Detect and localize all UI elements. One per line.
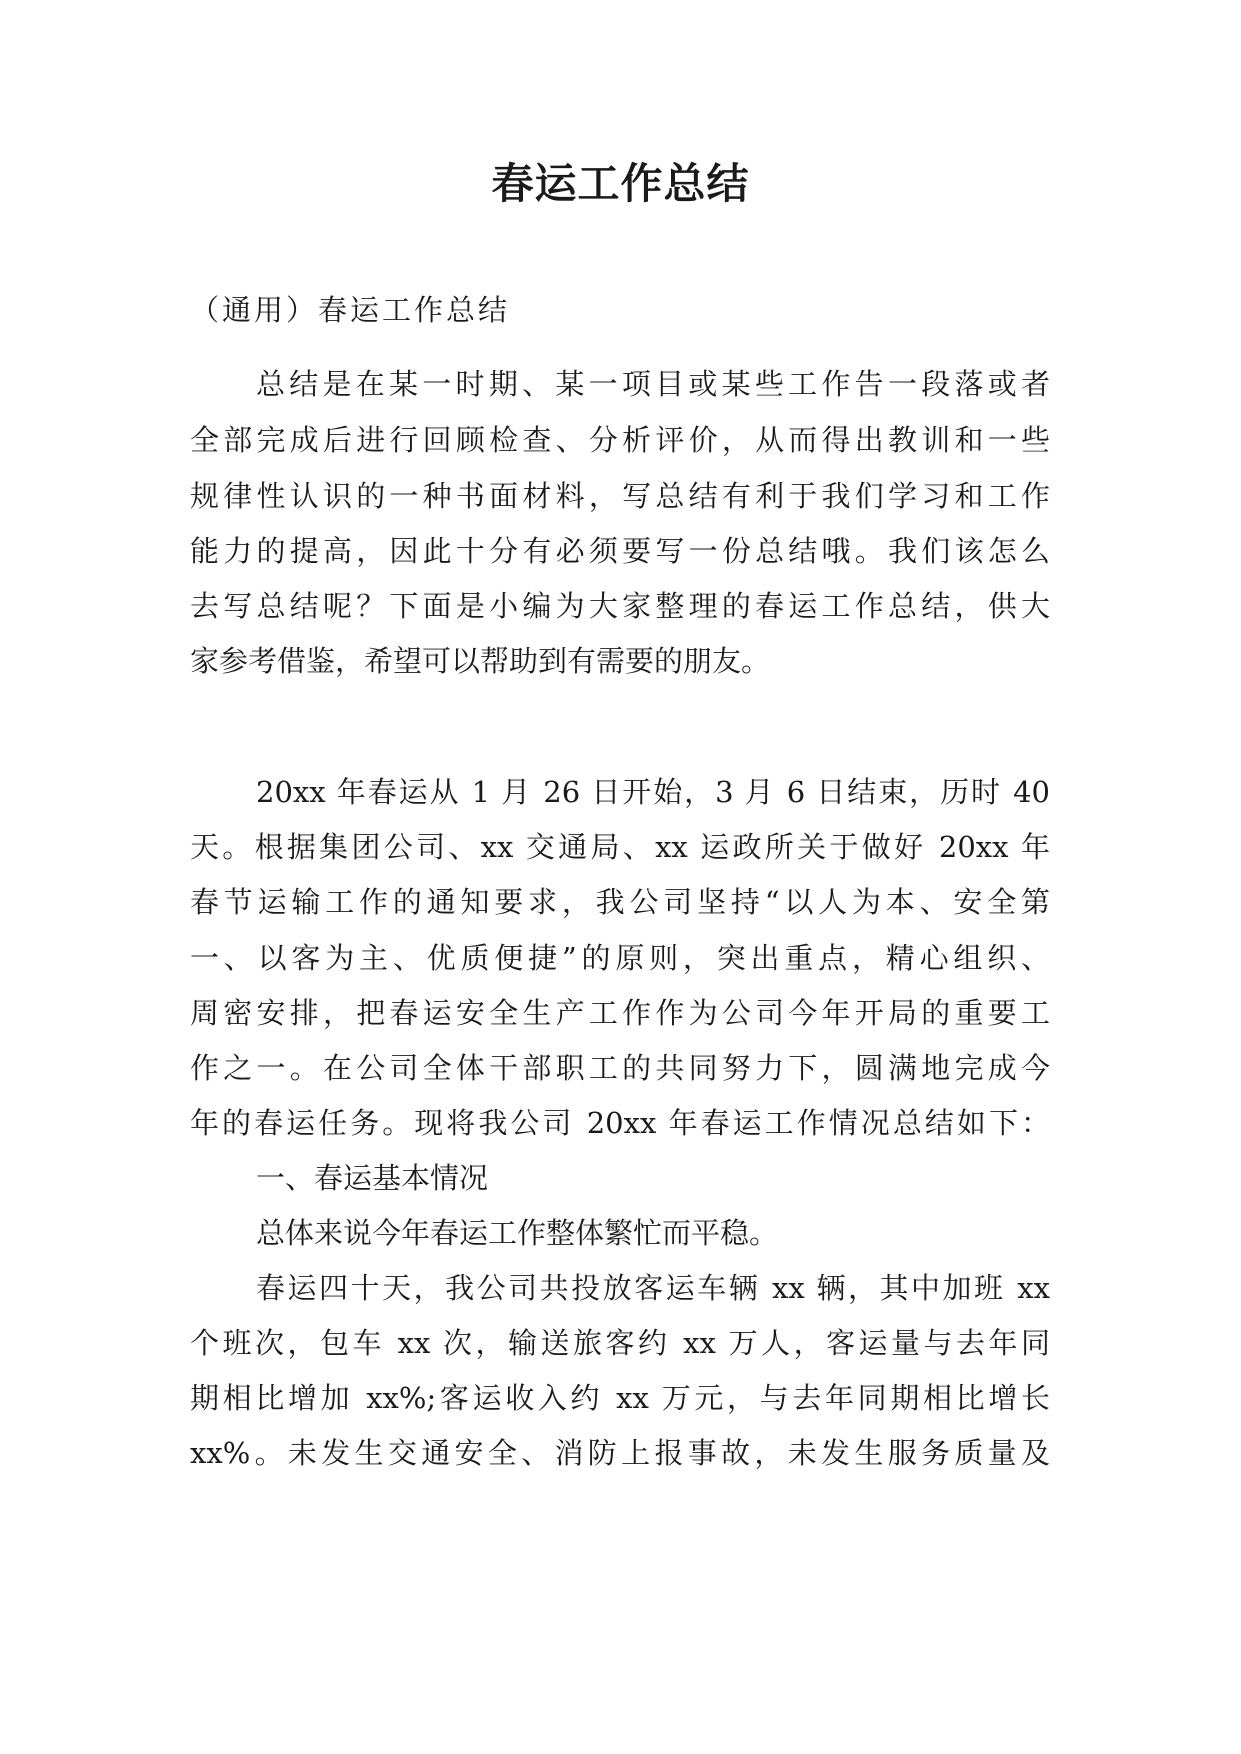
detail-line: xx%。未发生交通安全、消防上报事故，未发生服务质量及: [190, 1436, 1050, 1470]
detail-line: 个班次，包车 xx 次，输送旅客约 xx 万人，客运量与去年同: [190, 1326, 1050, 1360]
body-line: 周密安排，把春运安全生产工作作为公司今年开局的重要工: [190, 996, 1050, 1030]
intro-line: 总结是在某一时期、某一项目或某些工作告一段落或者: [256, 367, 1050, 401]
body-line: 一、以客为主、优质便捷”的原则，突出重点，精心组织、: [190, 941, 1050, 975]
intro-line: 规律性认识的一种书面材料，写总结有利于我们学习和工作: [190, 479, 1050, 513]
intro-line: 家参考借鉴，希望可以帮助到有需要的朋友。: [190, 644, 771, 678]
intro-line: 能力的提高，因此十分有必须要写一份总结哦。我们该怎么: [190, 534, 1050, 568]
body-line: 年的春运任务。现将我公司 20xx 年春运工作情况总结如下：: [190, 1106, 1050, 1140]
section-summary: 总体来说今年春运工作整体繁忙而平稳。: [256, 1216, 779, 1250]
body-line: 作之一。在公司全体干部职工的共同努力下，圆满地完成今: [190, 1051, 1050, 1085]
body-line: 20xx 年春运从 1 月 26 日开始，3 月 6 日结束，历时 40: [256, 775, 1050, 809]
document-subtitle: （通用）春运工作总结: [190, 293, 511, 327]
intro-line: 全部完成后进行回顾检查、分析评价，从而得出教训和一些: [190, 423, 1050, 457]
detail-line: 春运四十天，我公司共投放客运车辆 xx 辆，其中加班 xx: [256, 1271, 1050, 1305]
intro-line: 去写总结呢？下面是小编为大家整理的春运工作总结，供大: [190, 589, 1050, 623]
section-heading: 一、春运基本情况: [256, 1161, 489, 1195]
body-line: 天。根据集团公司、xx 交通局、xx 运政所关于做好 20xx 年: [190, 830, 1050, 864]
body-line: 春节运输工作的通知要求，我公司坚持“以人为本、安全第: [190, 885, 1050, 919]
detail-line: 期相比增加 xx%;客运收入约 xx 万元，与去年同期相比增长: [190, 1381, 1050, 1415]
document-title: 春运工作总结: [491, 159, 750, 208]
